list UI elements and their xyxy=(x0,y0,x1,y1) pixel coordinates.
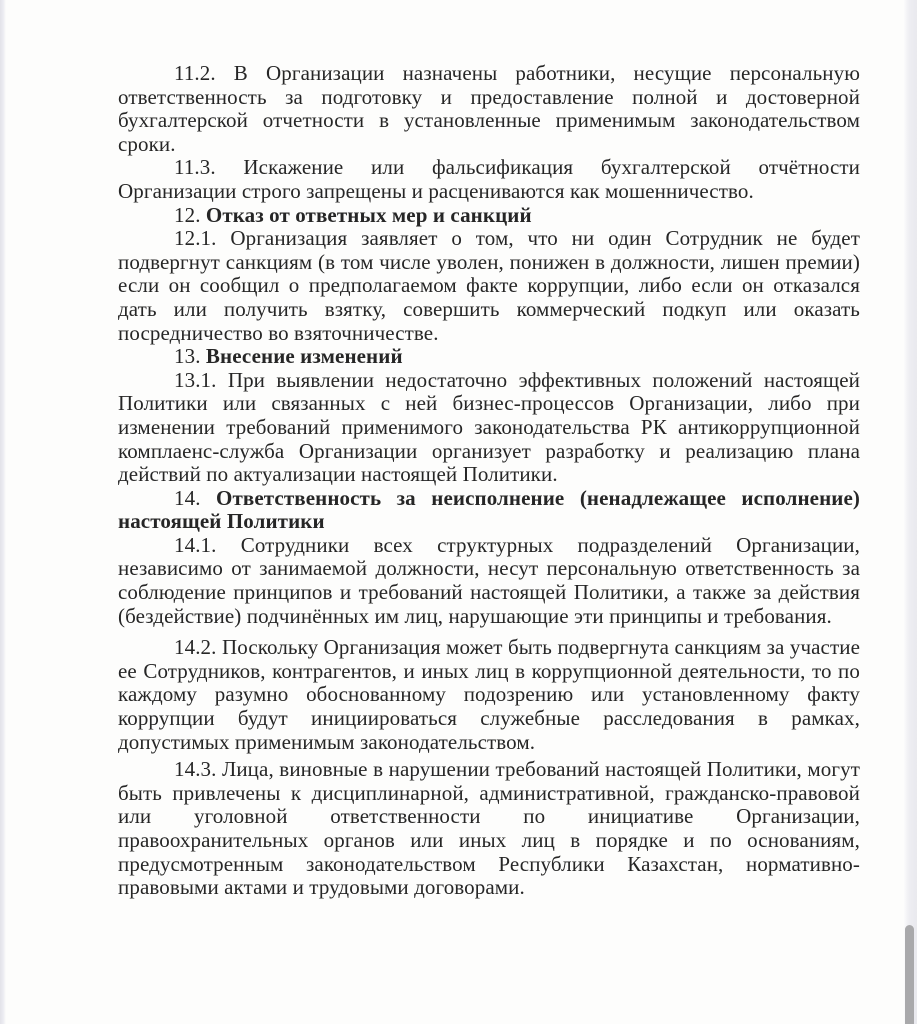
paragraph-14-2: 14.2. Поскольку Организация может быть подвергнута санкциям за участие ее Сотрудников, контрагентов, и иных лиц в коррупционной деятельности, то по каждому разумно обоснованному подозрению или установленному факту коррупции будут инициироваться служебные расследования в рамках, допустимых применимым законодательством. xyxy=(118,635,860,754)
document-page xyxy=(6,0,904,1024)
paragraph-11-2: 11.2. В Организации назначены работники, несущие персональную ответственность за подготовку и предоставление полной и достоверной бухгалтерской отчетности в установленные применимым законодательством сроки. xyxy=(118,61,860,156)
section-heading-14 xyxy=(118,487,860,534)
section-12-number: 12. xyxy=(174,202,201,227)
section-13-title: Внесение изменений xyxy=(205,344,403,369)
paragraph-13-1: 13.1. При выявлении недостаточно эффективных положений настоящей Политики или связанных с ней бизнес-процессов Организации, либо при изменении требований применимого законодательства РК антикоррупционной комплаенс-служба Организации организует разработку и реализацию плана действий по актуализации настоящей Политики. xyxy=(118,367,860,487)
paragraph-14-3: 14.3. Лица, виновные в нарушении требований настоящей Политики, могут быть привлечены к дисциплинарной, административной, гражданско-правовой или уголовной ответственности по инициативе Организации, правоохранительных органов или иных лиц в порядке и по основаниям, предусмотренным законодательством Республики Казахстан, нормативно-правовыми актами и трудовыми договорами. xyxy=(118,757,860,900)
paragraph-14-1: 14.1. Сотрудники всех структурных подразделений Организации, независимо от занимаемой должности, несут персональную ответственность за соблюдение принципов и требований настоящей Политики, а также за действия (бездействие) подчинённых им лиц, нарушающие эти принципы и требования. xyxy=(118,532,860,628)
section-14-title: Ответственность за неисполнение (ненадлежащее исполнение) настоящей Политики xyxy=(118,485,860,534)
paragraph-11-3: 11.3. Искажение или фальсификация бухгалтерской отчётности Организации строго запрещены и расцениваются как мошенничество. xyxy=(118,155,860,203)
section-heading-12 xyxy=(118,204,860,228)
section-heading-13 xyxy=(118,345,860,369)
section-14-number: 14. xyxy=(174,485,201,510)
scrollbar-thumb[interactable] xyxy=(905,925,914,1024)
section-13-number: 13. xyxy=(174,344,201,369)
section-12-title: Отказ от ответных мер и санкций xyxy=(205,202,532,227)
paragraph-12-1: 12.1. Организация заявляет о том, что ни один Сотрудник не будет подвергнут санкциям (в том числе уволен, понижен в должности, лишен премии) если он сообщил о предполагаемом факте коррупции, либо если он отказался дать или получить взятку, совершить коммерческий подкуп или оказать посредничество во взяточничестве. xyxy=(118,226,860,345)
scrollbar-track[interactable] xyxy=(904,0,917,1024)
